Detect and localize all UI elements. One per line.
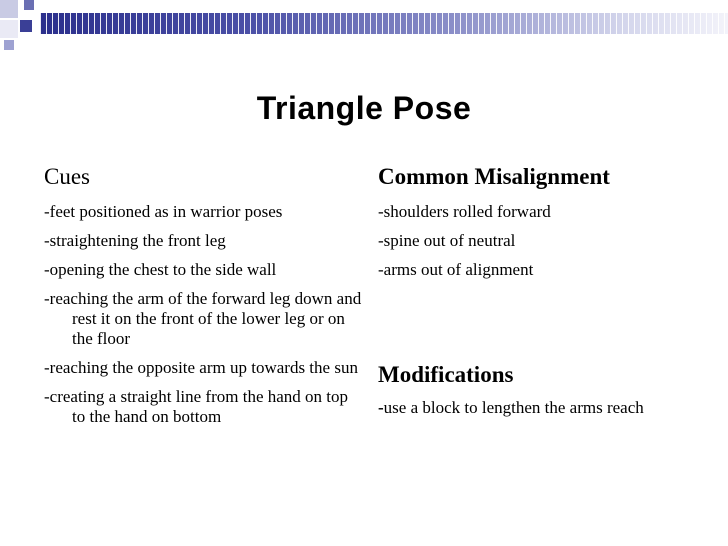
cues-heading: Cues [44,164,90,189]
cue-item: -straightening the front leg [44,231,226,250]
corner-square-decoration [4,40,14,50]
corner-square-decoration [0,20,18,38]
modifications-heading: Modifications [378,362,514,387]
cue-item: -opening the chest to the side wall [44,260,277,279]
corner-square-decoration [20,20,32,32]
cue-item: -reaching the opposite arm up towards the sun [44,358,358,377]
misalignment-heading: Common Misalignment [378,164,610,189]
corner-square-decoration [24,0,34,10]
misalignment-item: -arms out of alignment [378,260,534,279]
modifications-list [378,398,668,427]
modification-item [378,398,668,418]
cue-item: -feet positioned as in warrior poses [44,202,283,221]
cues-column [44,164,364,436]
cue-item: -creating a straight line from the hand on top to the hand on bottom [44,387,349,426]
modification-text: use a block to lengthen the arms reach [383,398,644,417]
header-band [40,13,728,34]
slide-title: Triangle Pose [256,90,472,126]
modification-dash: - [378,398,384,417]
misalignment-column [378,164,698,289]
misalignment-item: -spine out of neutral [378,231,516,250]
corner-square-decoration [0,0,18,18]
misalignment-item: -shoulders rolled forward [378,202,551,221]
cue-item: -reaching the arm of the forward leg down and rest it on the front of the lower leg or on the floor [44,289,362,348]
